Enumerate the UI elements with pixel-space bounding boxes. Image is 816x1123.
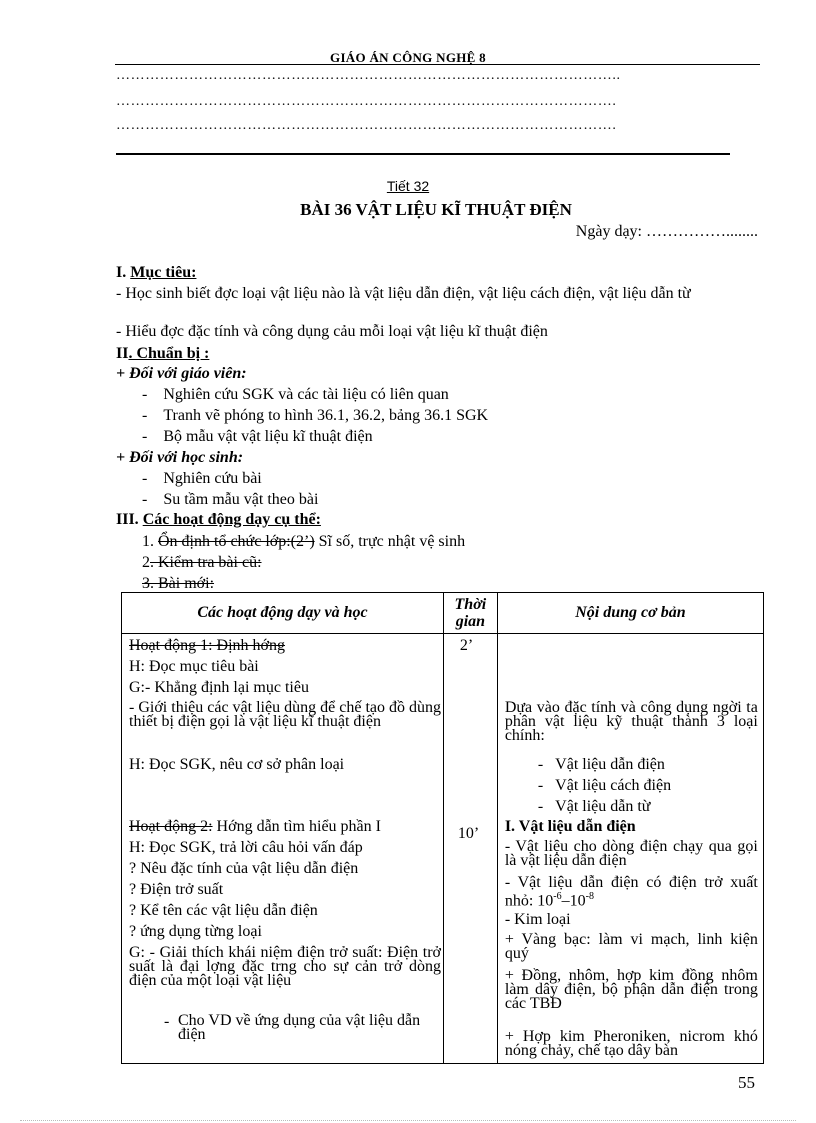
page-number: 55 [738,1073,755,1092]
lesson-title: BÀI 36 VẬT LIỆU KĨ THUẬT ĐIỆN [300,200,572,219]
dotted-line-1: ………………………………………………………………………………………….. [116,68,621,83]
content-line: - Kim loại [504,911,571,928]
section-1-heading [116,264,196,282]
header-time: Thời gian [443,593,497,634]
activity-line: - Giới thiệu các vật liệu dùng để chế tạo đồ dùng thiết bị điện gọi là vật liệu kĩ thuật điện [129,699,441,730]
activities-cell [122,634,444,1064]
step-3: 3. Bài mới: [142,575,215,592]
table-row [122,634,764,1064]
content-line: Dựa vào đặc tính và công dụng ngời ta phân vật liệu kỹ thuật thành 3 loại chính: [504,699,758,744]
content-heading: I. Vật liệu dẫn điện [504,818,636,835]
activity-line: ? Kể tên các vật liệu dẫn điện [129,902,318,919]
activity-1-title: Hoạt động 1: Định hớng [129,637,286,654]
step-1: 1. Ổn định tổ chức lớp:(2’) Sĩ số, trực nhật vệ sinh [142,533,466,550]
header-content: Nội dung cơ bản [497,593,763,634]
activity-line: H: Đọc mục tiêu bài [129,658,259,675]
student-item: - Nghiên cứu bài [142,470,262,487]
activity-line: ? Điện trở suất [129,881,224,898]
content-cell [497,634,763,1064]
content-list-item: - Vật liệu dẫn điện [537,756,665,773]
objective-2: - Hiểu đợc đặc tính và công dụng cảu mỗi loại vật liệu kĩ thuật điện [116,323,548,340]
step-2: 2. Kiểm tra bài cũ: [142,554,262,571]
content-list-item: - Vật liệu dẫn từ [537,798,651,815]
time-value: 10’ [457,825,480,842]
section-2-title: . Chuẩn bị : [128,345,210,362]
section-1-title: Mục tiêu: [130,264,197,281]
activity-line: Cho VD về ứng dụng của vật liệu dẫn điện [178,1012,421,1043]
activity-line: H: Đọc SGK, nêu cơ sở phân loại [129,756,345,773]
page-bottom-border [20,1120,796,1121]
teacher-label: + Đối với giáo viên: [116,365,247,382]
student-item: - Su tầm mẫu vật theo bài [142,491,319,508]
section-3-number: III. [116,511,143,528]
activity-line: H: Đọc SGK, trả lời câu hỏi vấn đáp [129,839,363,856]
header-divider [115,64,760,65]
dotted-line-2: …………………………………………………………………………………………. [116,94,617,109]
activity-2-title: Hoạt động 2: Hớng dẫn tìm hiểu phần I [129,818,381,835]
section-2-heading [116,345,209,363]
content-list-item: - Vật liệu cách điện [537,777,672,794]
activity-line: G: - Giải thích khái niệm điện trở suất: Điện trở suất là đại lợng đặc trng cho sự cản trở dòng điện của một loại vật liệu [129,944,441,989]
content-line: + Hợp kim Pheroniken, nicrom khó nóng chảy, chế tạo dây bàn [504,1028,758,1059]
section-2-number: II [116,345,129,362]
header-activities: Các hoạt động dạy và học [122,593,444,634]
time-cell [443,634,497,1064]
content-line: - Vật liệu cho dòng điện chạy qua gọi là vật liệu dẫn điện [504,838,758,869]
content-line: + Đồng, nhôm, hợp kim đồng nhôm làm dây điện, bộ phận dẫn điện trong các TBĐ [504,967,758,1012]
content-line: - Vật liệu dẫn điện có điện trở xuất nhỏ: $10^{-6}-10^{-8}$ [504,874,758,910]
thick-divider [116,153,730,155]
header-title: GIÁO ÁN CÔNG NGHỆ 8 [330,50,486,65]
activity-line: G:- Khẳng định lại mục tiêu [129,679,309,696]
section-1-number: I. [116,264,131,281]
teacher-item: - Nghiên cứu SGK và các tài liệu có liên quan [142,386,449,403]
objective-1: - Học sinh biết đợc loại vật liệu nào là vật liệu dẫn điện, vật liệu cách điện, vật liệu dẫn từ [116,285,691,302]
dotted-line-3: …………………………………………………………………………………………. [116,118,617,133]
activity-line: ? Nêu đặc tính của vật liệu dẫn điện [129,860,359,877]
content-line: + Vàng bạc: làm vi mạch, linh kiện quý [504,931,758,962]
time-value: 2’ [459,637,474,654]
table-header-row [122,593,764,634]
teacher-item: - Bộ mẫu vật vật liệu kĩ thuật điện [142,428,373,445]
activity-line: ? ứng dụng từng loại [129,923,262,940]
activity-bullet-dash: - [164,1013,170,1030]
section-3-title: Các hoạt động dạy cụ thể: [142,511,321,528]
date-label: Ngày dạy: ……………........ [575,223,758,240]
period-label: Tiết 32 [386,178,430,194]
lesson-table [121,592,764,1064]
student-label: + Đối với học sinh: [116,449,244,466]
teacher-item: - Tranh vẽ phóng to hình 36.1, 36.2, bảng 36.1 SGK [142,407,489,424]
section-3-heading [116,511,321,529]
